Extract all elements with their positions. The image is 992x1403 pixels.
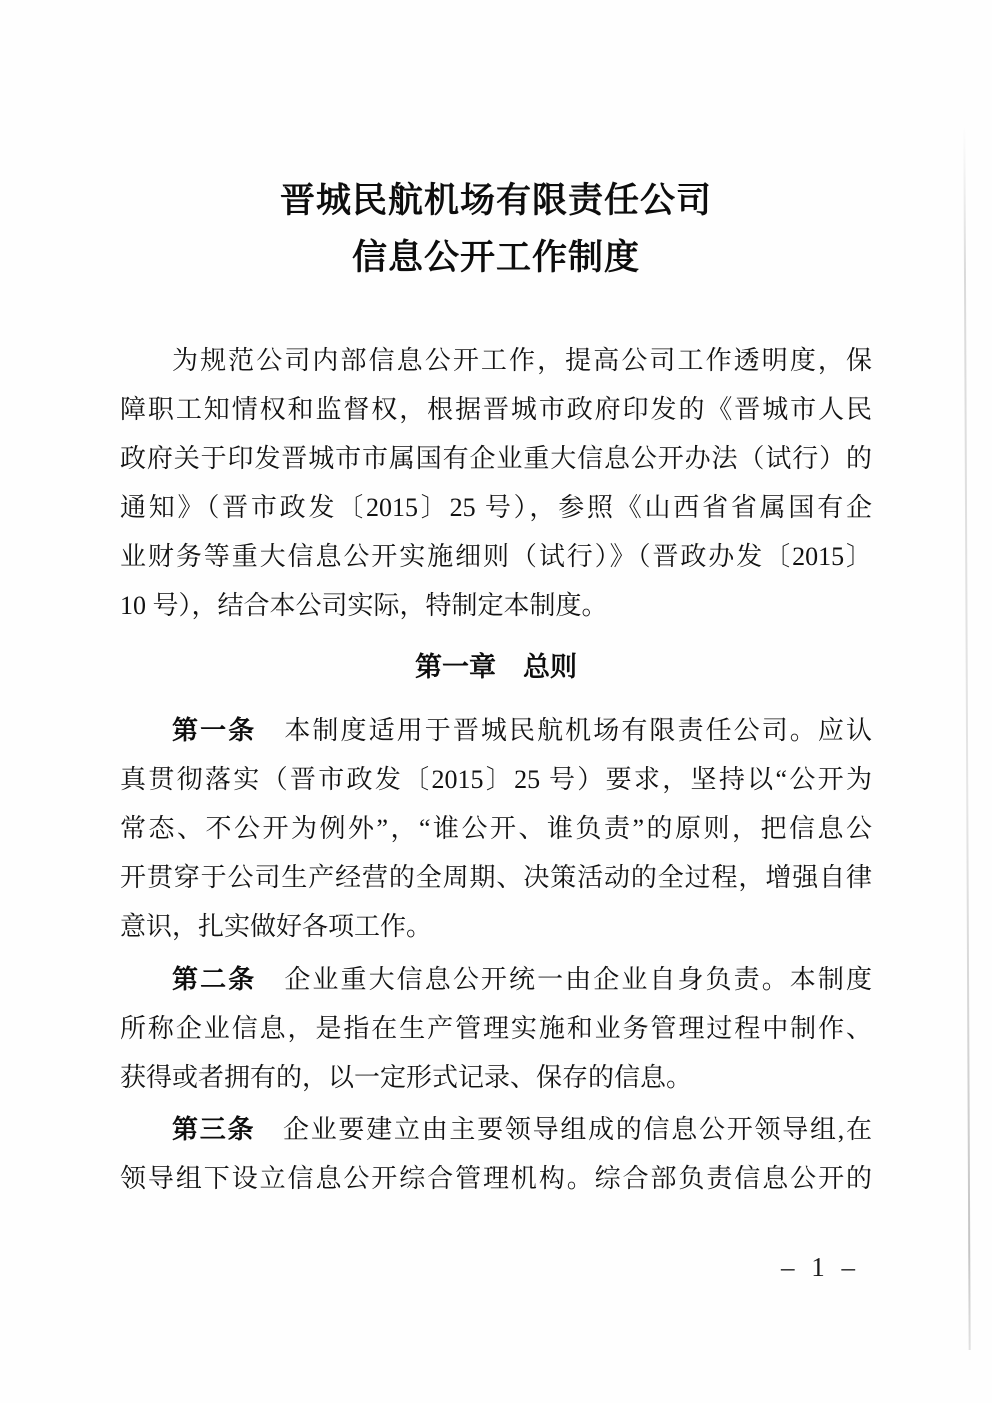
intro-line: 为规范公司内部信息公开工作，提高公司工作透明度，保 [172,346,872,375]
article-line [120,955,872,1004]
intro-line: 10 号），结合本公司实际，特制定本制度。 [120,591,608,620]
document-content [120,0,872,1203]
document-title [120,172,872,286]
intro-line: 业财务等重大信息公开实施细则（试行）》（晋政办发〔2015〕 [120,542,872,571]
intro-line: 政府关于印发晋城市市属国有企业重大信息公开办法（试行）的 [120,444,872,473]
intro-line: 通知》（晋市政发〔2015〕25 号），参照《山西省省属国有企 [120,493,872,522]
article-number: 第三条 [172,1114,256,1144]
article-number: 第一条 [172,715,257,745]
page-number: – 1 – [781,1252,857,1282]
intro-line: 障职工知情权和监督权，根据晋城市政府印发的《晋城市人民 [120,395,872,424]
document-body [120,336,872,1203]
article-line: 获得或者拥有的，以一定形式记录、保存的信息。 [120,1063,693,1092]
article-line-text: 企业要建立由主要领导组成的信息公开领导组,在 [255,1115,872,1144]
intro-paragraph [120,336,872,630]
article-line: 真贯彻落实（晋市政发〔2015〕25 号）要求，坚持以“公开为 [120,765,872,794]
article-line: 常态、不公开为例外”，“谁公开、谁负责”的原则，把信息公 [120,814,872,843]
article-line [120,1105,872,1154]
article-paragraph [120,1105,872,1203]
article-line: 意识，扎实做好各项工作。 [120,912,433,941]
title-line-2: 信息公开工作制度 [351,238,640,277]
article-line-text: 本制度适用于晋城民航机场有限责任公司。应认 [256,716,872,745]
article-line: 领导组下设立信息公开综合管理机构。综合部负责信息公开的 [120,1164,872,1193]
chapter-heading: 第一章 总则 [415,652,577,682]
article-line: 开贯穿于公司生产经营的全周期、决策活动的全过程，增强自律 [120,863,872,892]
scan-artifact-line [963,125,970,1350]
title-line-1: 晋城民航机场有限责任公司 [279,181,712,220]
article-line [120,706,872,755]
article-paragraph [120,955,872,1102]
article-line: 所称企业信息，是指在生产管理实施和业务管理过程中制作、 [120,1014,872,1043]
article-number: 第二条 [172,964,257,994]
article-paragraph [120,706,872,951]
article-line-text: 企业重大信息公开统一由企业自身负责。本制度 [256,965,872,994]
